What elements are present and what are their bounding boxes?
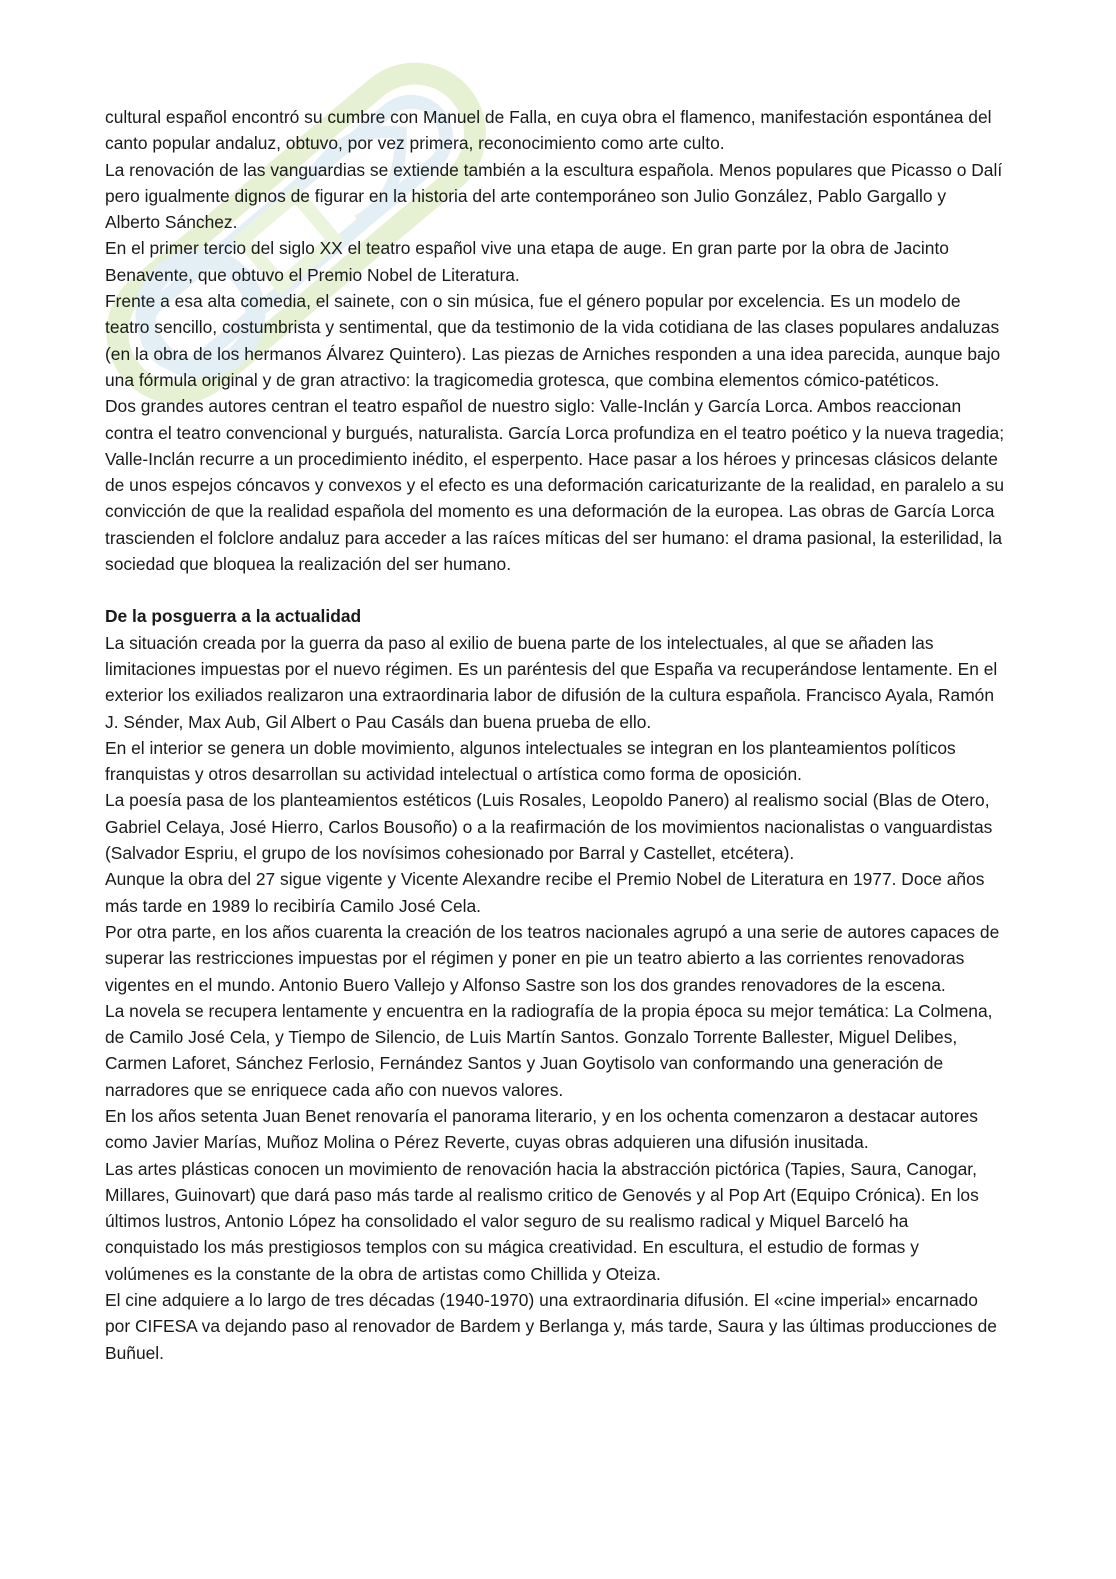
paragraph: Aunque la obra del 27 sigue vigente y Vicente Alexandre recibe el Premio Nobel de Literatura en 1977. Doce años más tarde en 1989 lo recibiría Camilo José Cela. [105,869,985,916]
paragraph: La renovación de las vanguardias se extiende también a la escultura española. Menos populares que Picasso o Dalí pero igualmente dignos de figurar en la historia del arte contemporáneo son Julio González, Pablo Gargallo y Alberto Sánchez. [105,159,1003,233]
document-body [105,104,1005,1366]
paragraph: Dos grandes autores centran el teatro español de nuestro siglo: Valle-Inclán y García Lorca. Ambos reaccionan contra el teatro convencional y burgués, naturalista. García Lorca profundiza en el teatro poético y la nueva tragedia; Valle-Inclán recurre a un procedimiento inédito, el esperpento. Hace pasar a los héroes y princesas clásicos delante de unos espejos cóncavos y convexos y el efecto es una deformación caricaturizante de la realidad, en paralelo a su convicción de que la realidad española del momento es una deformación de la europea. Las obras de García Lorca trascienden el folclore andaluz para acceder a las raíces míticas del ser humano: el drama pasional, la esterilidad, la sociedad que bloquea la realización del ser humano. [105,396,1005,575]
section-heading: De la posguerra a la actualidad [105,606,362,627]
paragraph: La poesía pasa de los planteamientos estéticos (Luis Rosales, Leopoldo Panero) al realismo social (Blas de Otero, Gabriel Celaya, José Hierro, Carlos Bousoño) o a la reafirmación de los movimientos nacionalistas o vanguardistas (Salvador Espriu, el grupo de los novísimos cohesionado por Barral y Castellet, etcétera). [105,790,993,864]
paragraph: Frente a esa alta comedia, el sainete, con o sin música, fue el género popular por excelencia. Es un modelo de teatro sencillo, costumbrista y sentimental, que da testimonio de la vida cotidiana de las clases populares andaluzas (en la obra de los hermanos Álvarez Quintero). Las piezas de Arniches responden a una idea parecida, aunque bajo una fórmula original y de gran atractivo: la tragicomedia grotesca, que combina elementos cómico-patéticos. [105,291,1001,390]
paragraph: En el primer tercio del siglo XX el teatro español vive una etapa de auge. En gran parte por la obra de Jacinto Benavente, que obtuvo el Premio Nobel de Literatura. [105,238,949,285]
paragraph: Las artes plásticas conocen un movimiento de renovación hacia la abstracción pictórica (Tapies, Saura, Canogar, Millares, Guinovart) que dará paso más tarde al realismo critico de Genovés y al Pop Art (Equipo Crónica). En los últimos lustros, Antonio López ha consolidado el valor seguro de su realismo radical y Miquel Barceló ha conquistado los más prestigiosos templos con su mágica creatividad. En escultura, el estudio de formas y volúmenes es la constante de la obra de artistas como Chillida y Oteiza. [105,1158,979,1284]
paragraph: La novela se recupera lentamente y encuentra en la radiografía de la propia época su mejor temática: La Colmena, de Camilo José Cela, y Tiempo de Silencio, de Luis Martín Santos. Gonzalo Torrente Ballester, Miguel Delibes, Carmen Laforet, Sánchez Ferlosio, Fernández Santos y Juan Goytisolo van conformando una generación de narradores que se enriquece cada año con nuevos valores. [105,1000,993,1100]
paragraph: El cine adquiere a lo largo de tres décadas (1940-1970) una extraordinaria difusión. El «cine imperial» encarnado por CIFESA va dejando paso al renovador de Bardem y Berlanga y, más tarde, Saura y las últimas producciones de Buñuel. [105,1290,997,1363]
paragraph: Por otra parte, en los años cuarenta la creación de los teatros nacionales agrupó a una serie de autores capaces de superar las restricciones impuestas por el régimen y poner en pie un teatro abierto a las corrientes renovadoras vigentes en el mundo. Antonio Buero Vallejo y Alfonso Sastre son los dos grandes renovadores de la escena. [105,921,1000,995]
paragraph: La situación creada por la guerra da paso al exilio de buena parte de los intelectuales, al que se añaden las limitaciones impuestas por el nuevo régimen. Es un paréntesis del que España va recuperándose lentamente. En el exterior los exiliados realizaron una extraordinaria labor de difusión de la cultura española. Francisco Ayala, Ramón J. Sénder, Max Aub, Gil Albert o Pau Casáls dan buena prueba de ello. [105,632,998,732]
paragraph: En el interior se genera un doble movimiento, algunos intelectuales se integran en los planteamientos políticos franquistas y otros desarrollan su actividad intelectual o artística como forma de oposición. [105,737,956,785]
section-spacer [105,577,1005,603]
paragraph: cultural español encontró su cumbre con Manuel de Falla, en cuya obra el flamenco, manifestación espontánea del canto popular andaluz, obtuvo, por vez primera, reconocimiento como arte culto. [105,107,992,154]
paragraph: En los años setenta Juan Benet renovaría el panorama literario, y en los ochenta comenzaron a destacar autores como Javier Marías, Muñoz Molina o Pérez Reverte, cuyas obras adquieren una difusión inusitada. [105,1105,978,1153]
